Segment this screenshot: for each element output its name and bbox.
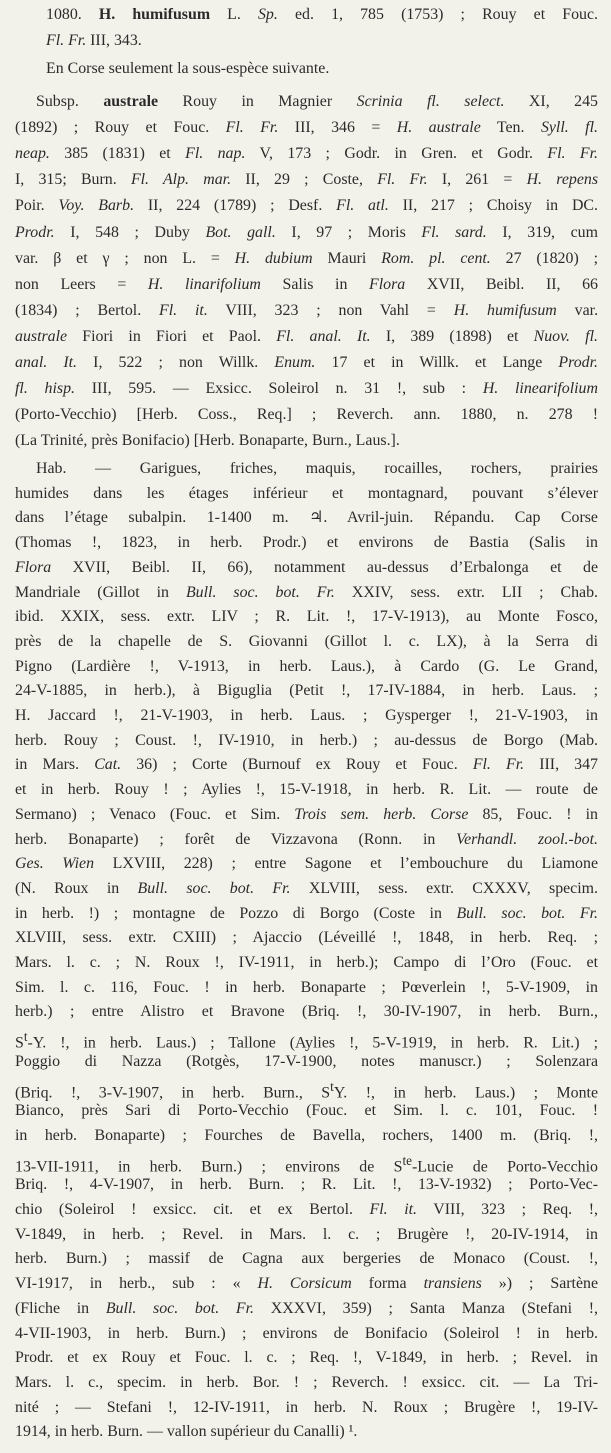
habitat-line: et in herb. Rouy ! ; Aylies !, 15-V-1918, in herb. R. Lit. — route de [15,781,598,799]
habitat-line: Bianco, près Sari di Porto-Vecchio (Fouc. et Sim. l. c. 101, Fouc. ! [15,1102,598,1120]
habitat-line: (N. Roux in Bull. soc. bot. Fr. XLVIII, sess. extr. CXXXV, specim. [15,879,598,897]
habitat-line: Mandriale (Gillot in Bull. soc. bot. Fr. XXIV, sess. extr. LII ; Chab. [15,583,598,601]
habitat-line: V-1849, in herb. ; Revel. in Mars. l. c. ; Brugère !, 20-IV-1914, in [15,1225,598,1243]
habitat-line: Pigno (Lardière !, V-1913, in herb. Laus.), à Cardo (G. Le Grand, [15,657,598,675]
subspecies-line: Poir. Voy. Barb. II, 224 (1789) ; Desf. Fl. atl. II, 217 ; Choisy in DC. [15,197,598,215]
subspecies-line: non Leers = H. linarifolium Salis in Flora XVII, Beibl. II, 66 [15,275,599,293]
habitat-line: Poggio di Nazza (Rotgès, 17-V-1900, notes manuscr.) ; Solenzara [15,1052,598,1070]
habitat-line: Mars. l. c., specim. in herb. Bor. ! ; Reverch. ! exsicc. cit. — La Tri- [15,1373,598,1391]
habitat-line: 24-V-1885, in herb.), à Biguglia (Petit !, 17-IV-1884, in herb. Laus. ; [15,682,598,700]
taxon-name: H. humifusum [98,6,211,23]
habitat-line: Sim. l. c. 116, Fouc. ! in herb. Bonaparte ; Pœverlein !, 5-V-1909, in [15,978,598,996]
habitat-line: (Briq. !, 3-V-1907, in herb. Burn., $S^tY$. !, in herb. Laus.) ; Monte [15,1078,599,1101]
habitat-line: près de la chapelle de S. Giovanni (Gillot l. c. LX), à la Serra di [15,632,598,650]
habitat-line: H. Jaccard !, 21-V-1903, in herb. Laus. ; Gysperger !, 21-V-1903, in [15,707,598,724]
habitat-line: 13-VII-1911, in herb. Burn.) ; environs de $S^{te}$-Lucie de Porto-Vecchio [15,1152,598,1175]
habitat-line: Ges. Wien LXVIII, 228) ; entre Sagone et l’embouchure du Liamone [15,855,598,873]
habitat-line: in herb. !) ; montagne de Pozzo di Borgo (Coste in Bull. soc. bot. Fr. [15,904,598,922]
habitat-line: (Fliche in Bull. soc. bot. Fr. XXXVI, 359) ; Santa Manza (Stefani !, [15,1299,598,1317]
subspecies-line: Subsp. australe Rouy in Magnier Scrinia fl. select. XI, 245 [36,93,598,110]
habitat-line: nité ; — Stefani !, 12-IV-1911, in herb. N. Roux ; Brugère !, 19-IV- [15,1398,598,1416]
habitat-line: VI-1917, in herb., sub : « H. Corsicum forma transiens ») ; Sartène [15,1275,598,1293]
entry-number: 1080. [46,6,82,23]
habitat-line: Sermano) ; Venaco (Fouc. et Sim. Trois sem. herb. Corse 85, Fouc. ! in [15,805,598,823]
habitat-line: herb. Bonaparte) ; forêt de Vizzavona (Ronn. in Verhandl. zool.-bot. [15,830,598,848]
subspecies-line: Prodr. I, 548 ; Duby Bot. gall. I, 97 ; Moris Fl. sard. I, 319, cum [15,223,598,241]
habitat-line: in Mars. Cat. 36) ; Corte (Burnouf ex Rouy et Fouc. Fl. Fr. III, 347 [15,756,598,774]
habitat-line: XLVIII, sess. extr. CXIII) ; Ajaccio (Léveillé !, 1848, in herb. Req. ; [15,929,598,947]
subspecies-line: anal. It. I, 522 ; non Willk. Enum. 17 et in Willk. et Lange Prodr. [15,354,598,371]
habitat-line: Mars. l. c. ; N. Roux !, IV-1911, in herb.); Campo di l’Oro (Fouc. et [15,954,598,971]
habitat-line: Briq. !, 4-V-1907, in herb. Burn. ; R. Lit. !, 13-V-1932) ; Porto-Vec- [15,1176,598,1194]
habitat-line: in herb. Bonaparte) ; Fourches de Bavella, rochers, 1400 m. (Briq. !, [15,1126,598,1144]
subspecies-line: neap. 385 (1831) et Fl. nap. V, 173 ; Godr. in Gren. et Godr. Fl. Fr. [15,145,598,163]
subspecies-line: (1834) ; Bertol. Fl. it. VIII, 323 ; non Vahl = H. humifusum var. [15,301,599,319]
habitat-line: Flora XVII, Beibl. II, 66), notamment au-dessus d’Erbalonga et de [15,558,598,576]
habitat-line: 1914, in herb. Burn. — vallon supérieur du Canalli) ¹. [15,1423,358,1441]
corse-note: En Corse seulement la sous-espèce suivante. [46,60,330,77]
habitat-line: herb.) ; entre Alistro et Bravone (Briq. !, 30-IV-1907, in herb. Burn., [15,1003,598,1021]
subspecies-line: (Porto-Vecchio) [Herb. Coss., Req.] ; Reverch. ann. 1880, n. 278 ! [15,406,598,424]
entry-heading: 1080. H. humifusum L. Sp. ed. 1, 785 (1753) ; Rouy et Fouc. [46,6,598,23]
habitat-line: Hab. — Garigues, friches, maquis, rocailles, rochers, prairies [36,460,598,477]
subspecies-line: fl. hisp. III, 595. — Exsicc. Soleirol n. 31 !, sub : H. linearifolium [15,380,598,398]
subspecies-line: australe Fiori in Fiori et Paol. Fl. anal. It. I, 389 (1898) et Nuov. fl. [15,327,598,345]
habitat-line: dans l’étage subalpin. 1-1400 m. ♃. Avril-juin. Répandu. Cap Corse [15,509,598,527]
habitat-line: ibid. XXIX, sess. extr. LIV ; R. Lit. !, 17-V-1913), au Monte Fosco, [15,608,598,626]
habitat-line: herb. Burn.) ; massif de Cagna aux bergeries de Monaco (Coust. !, [15,1250,598,1268]
entry-heading-cont: Fl. Fr. III, 343. [46,32,142,49]
habitat-line: herb. Rouy ; Coust. !, IV-1910, in herb.) ; au-dessus de Borgo (Mab. [15,731,598,749]
habitat-line: humides dans les étages inférieur et montagnard, pouvant s’élever [15,484,598,502]
habitat-line: 4-VII-1903, in herb. Burn.) ; environs de Bonifacio (Soleirol ! in herb. [15,1324,598,1342]
subspecies-line: I, 315; Burn. Fl. Alp. mar. II, 29 ; Coste, Fl. Fr. I, 261 = H. repens [15,171,599,189]
subspecies-line: var. β et γ ; non L. = H. dubium Mauri Rom. pl. cent. 27 (1820) ; [15,249,599,267]
habitat-line: Prodr. et ex Rouy et Fouc. l. c. ; Req. !, V-1849, in herb. ; Revel. in [15,1349,598,1367]
subspecies-line: (La Trinité, près Bonifacio) [Herb. Bonaparte, Burn., Laus.]. [15,432,400,450]
habitat-line: (Thomas !, 1823, in herb. Prodr.) et environs de Bastia (Salis in [15,534,598,552]
subspecies-line: (1892) ; Rouy et Fouc. Fl. Fr. III, 346 = H. australe Ten. Syll. fl. [15,119,598,137]
habitat-line: $S^t-Y$. !, in herb. Laus.) ; Tallone (Aylies !, 5-V-1919, in herb. R. Lit.) ; [15,1029,598,1052]
habitat-line: chio (Soleirol ! exsicc. cit. et ex Bertol. Fl. it. VIII, 323 ; Req. !, [15,1201,598,1218]
